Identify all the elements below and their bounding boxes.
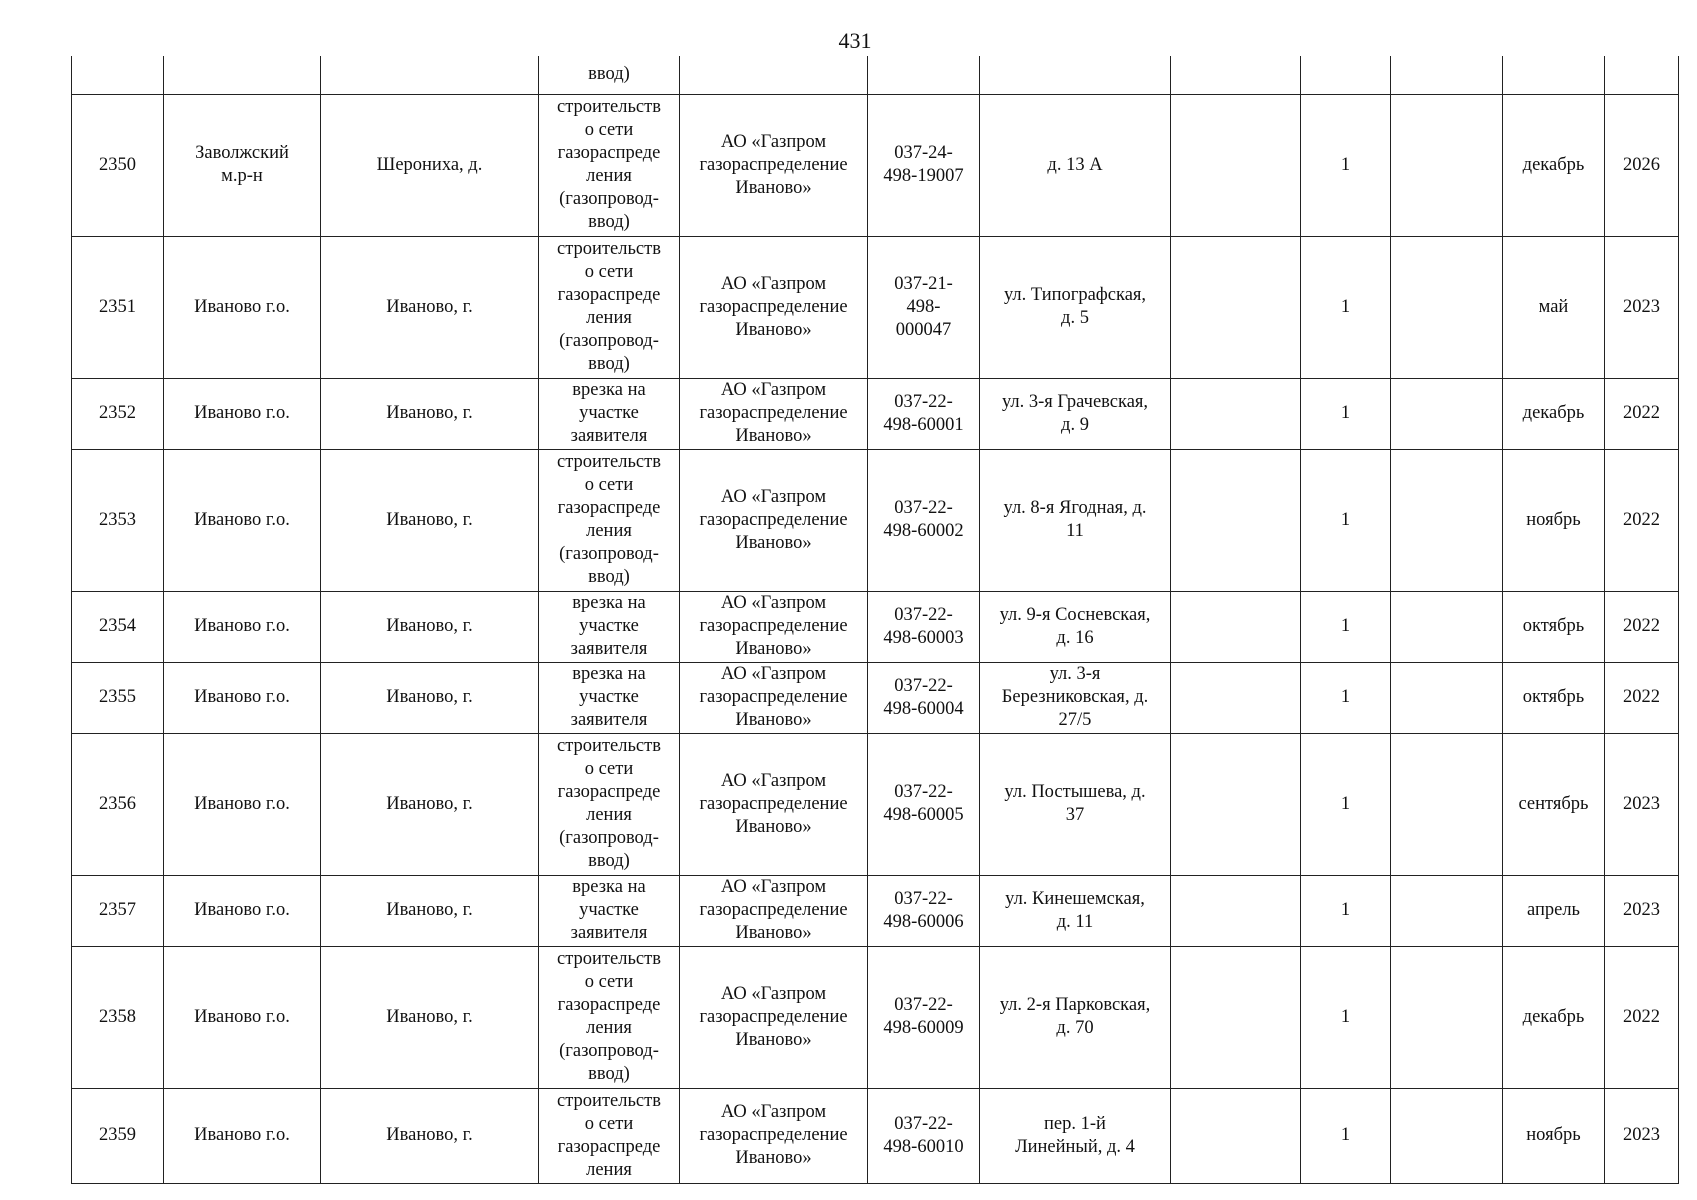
table-row <box>72 591 1679 662</box>
cell-address: ул. 2-я Парковская, д. 70 <box>980 946 1171 1088</box>
cell-empty <box>1171 591 1301 662</box>
cell-contract-code: 037-21- 498- 000047 <box>868 236 980 378</box>
cell-work-type: ввод) <box>539 56 680 94</box>
cell-district: Иваново г.о. <box>164 591 321 662</box>
table-row-fragment <box>72 56 1679 94</box>
cell-work-type: строительств о сети газораспреде ления (газопровод- ввод) <box>539 946 680 1088</box>
cell-locality: Иваново, г. <box>321 378 539 449</box>
cell-empty <box>1171 56 1301 94</box>
cell-district: Заволжский м.р-н <box>164 94 321 236</box>
cell-year: 2023 <box>1605 1088 1679 1183</box>
cell-row-number: 2351 <box>72 236 164 378</box>
cell-district: Иваново г.о. <box>164 1088 321 1183</box>
cell-year: 2023 <box>1605 875 1679 946</box>
cell-year: 2022 <box>1605 946 1679 1088</box>
cell-address: пер. 1-й Линейный, д. 4 <box>980 1088 1171 1183</box>
cell-row-number: 2356 <box>72 733 164 875</box>
cell-empty <box>72 56 164 94</box>
cell-row-number: 2353 <box>72 449 164 591</box>
cell-locality: Шерониха, д. <box>321 94 539 236</box>
cell-empty <box>1171 94 1301 236</box>
cell-count: 1 <box>1301 449 1391 591</box>
cell-empty <box>1391 946 1503 1088</box>
cell-year: 2022 <box>1605 449 1679 591</box>
cell-address: ул. 8-я Ягодная, д. 11 <box>980 449 1171 591</box>
table-row <box>72 378 1679 449</box>
cell-month: сентябрь <box>1503 733 1605 875</box>
table-row <box>72 733 1679 875</box>
cell-row-number: 2359 <box>72 1088 164 1183</box>
cell-empty <box>1171 662 1301 733</box>
cell-address: ул. Кинешемская, д. 11 <box>980 875 1171 946</box>
cell-empty <box>1391 94 1503 236</box>
cell-empty <box>1391 662 1503 733</box>
cell-count: 1 <box>1301 94 1391 236</box>
cell-locality: Иваново, г. <box>321 1088 539 1183</box>
cell-contract-code: 037-22- 498-60006 <box>868 875 980 946</box>
table-row <box>72 1088 1679 1183</box>
cell-locality: Иваново, г. <box>321 875 539 946</box>
cell-address: ул. Постышева, д. 37 <box>980 733 1171 875</box>
cell-month: апрель <box>1503 875 1605 946</box>
cell-organization: АО «Газпром газораспределение Иваново» <box>680 875 868 946</box>
cell-work-type: строительств о сети газораспреде ления (газопровод- ввод) <box>539 733 680 875</box>
page-number: 431 <box>838 28 872 53</box>
cell-month: октябрь <box>1503 591 1605 662</box>
cell-empty <box>868 56 980 94</box>
cell-year: 2026 <box>1605 94 1679 236</box>
cell-row-number: 2350 <box>72 94 164 236</box>
cell-row-number: 2357 <box>72 875 164 946</box>
cell-empty <box>1605 56 1679 94</box>
gas-connection-table <box>71 56 1679 1184</box>
cell-locality: Иваново, г. <box>321 236 539 378</box>
cell-empty <box>1391 733 1503 875</box>
cell-locality: Иваново, г. <box>321 946 539 1088</box>
cell-organization: АО «Газпром газораспределение Иваново» <box>680 94 868 236</box>
cell-empty <box>1171 449 1301 591</box>
table-row <box>72 449 1679 591</box>
cell-work-type: строительств о сети газораспреде ления <box>539 1088 680 1183</box>
cell-empty <box>1171 733 1301 875</box>
cell-count: 1 <box>1301 662 1391 733</box>
table-row <box>72 236 1679 378</box>
cell-month: май <box>1503 236 1605 378</box>
cell-row-number: 2355 <box>72 662 164 733</box>
cell-year: 2023 <box>1605 236 1679 378</box>
table-row <box>72 662 1679 733</box>
cell-empty <box>1171 1088 1301 1183</box>
cell-year: 2023 <box>1605 733 1679 875</box>
cell-organization: АО «Газпром газораспределение Иваново» <box>680 662 868 733</box>
cell-contract-code: 037-22- 498-60005 <box>868 733 980 875</box>
cell-month: ноябрь <box>1503 1088 1605 1183</box>
cell-district: Иваново г.о. <box>164 378 321 449</box>
cell-empty <box>1171 236 1301 378</box>
cell-empty <box>680 56 868 94</box>
cell-empty <box>1171 946 1301 1088</box>
cell-empty <box>1391 591 1503 662</box>
cell-locality: Иваново, г. <box>321 733 539 875</box>
cell-year: 2022 <box>1605 378 1679 449</box>
cell-year: 2022 <box>1605 591 1679 662</box>
cell-organization: АО «Газпром газораспределение Иваново» <box>680 591 868 662</box>
cell-empty <box>1301 56 1391 94</box>
cell-district: Иваново г.о. <box>164 875 321 946</box>
cell-row-number: 2352 <box>72 378 164 449</box>
cell-empty <box>1391 1088 1503 1183</box>
cell-contract-code: 037-22- 498-60002 <box>868 449 980 591</box>
cell-work-type: строительств о сети газораспреде ления (газопровод- ввод) <box>539 449 680 591</box>
cell-count: 1 <box>1301 378 1391 449</box>
cell-empty <box>1391 378 1503 449</box>
cell-year: 2022 <box>1605 662 1679 733</box>
cell-locality: Иваново, г. <box>321 591 539 662</box>
cell-address: д. 13 А <box>980 94 1171 236</box>
cell-work-type: строительств о сети газораспреде ления (газопровод- ввод) <box>539 236 680 378</box>
cell-contract-code: 037-24- 498-19007 <box>868 94 980 236</box>
cell-count: 1 <box>1301 875 1391 946</box>
cell-work-type: врезка на участке заявителя <box>539 591 680 662</box>
cell-organization: АО «Газпром газораспределение Иваново» <box>680 378 868 449</box>
cell-district: Иваново г.о. <box>164 733 321 875</box>
cell-count: 1 <box>1301 946 1391 1088</box>
cell-organization: АО «Газпром газораспределение Иваново» <box>680 946 868 1088</box>
cell-month: ноябрь <box>1503 449 1605 591</box>
cell-month: декабрь <box>1503 946 1605 1088</box>
cell-empty <box>1391 56 1503 94</box>
cell-organization: АО «Газпром газораспределение Иваново» <box>680 1088 868 1183</box>
cell-district: Иваново г.о. <box>164 449 321 591</box>
cell-organization: АО «Газпром газораспределение Иваново» <box>680 449 868 591</box>
cell-work-type: строительств о сети газораспреде ления (газопровод- ввод) <box>539 94 680 236</box>
cell-address: ул. 9-я Сосневская, д. 16 <box>980 591 1171 662</box>
cell-empty <box>980 56 1171 94</box>
cell-work-type: врезка на участке заявителя <box>539 378 680 449</box>
cell-empty <box>1391 236 1503 378</box>
cell-row-number: 2358 <box>72 946 164 1088</box>
cell-contract-code: 037-22- 498-60004 <box>868 662 980 733</box>
cell-contract-code: 037-22- 498-60001 <box>868 378 980 449</box>
cell-district: Иваново г.о. <box>164 946 321 1088</box>
cell-empty <box>1391 875 1503 946</box>
cell-count: 1 <box>1301 1088 1391 1183</box>
cell-month: октябрь <box>1503 662 1605 733</box>
cell-district: Иваново г.о. <box>164 236 321 378</box>
cell-contract-code: 037-22- 498-60009 <box>868 946 980 1088</box>
cell-organization: АО «Газпром газораспределение Иваново» <box>680 733 868 875</box>
table-row <box>72 94 1679 236</box>
cell-count: 1 <box>1301 733 1391 875</box>
cell-contract-code: 037-22- 498-60003 <box>868 591 980 662</box>
cell-empty <box>164 56 321 94</box>
table-body <box>72 56 1679 1183</box>
cell-empty <box>1391 449 1503 591</box>
cell-contract-code: 037-22- 498-60010 <box>868 1088 980 1183</box>
cell-empty <box>1171 875 1301 946</box>
cell-empty <box>1503 56 1605 94</box>
cell-count: 1 <box>1301 236 1391 378</box>
table-row <box>72 946 1679 1088</box>
cell-work-type: врезка на участке заявителя <box>539 662 680 733</box>
cell-address: ул. 3-я Грачевская, д. 9 <box>980 378 1171 449</box>
cell-locality: Иваново, г. <box>321 662 539 733</box>
cell-empty <box>1171 378 1301 449</box>
cell-empty <box>321 56 539 94</box>
cell-month: декабрь <box>1503 378 1605 449</box>
cell-district: Иваново г.о. <box>164 662 321 733</box>
cell-address: ул. 3-я Березниковская, д. 27/5 <box>980 662 1171 733</box>
table-row <box>72 875 1679 946</box>
cell-organization: АО «Газпром газораспределение Иваново» <box>680 236 868 378</box>
cell-work-type: врезка на участке заявителя <box>539 875 680 946</box>
cell-count: 1 <box>1301 591 1391 662</box>
cell-month: декабрь <box>1503 94 1605 236</box>
cell-row-number: 2354 <box>72 591 164 662</box>
cell-address: ул. Типографская, д. 5 <box>980 236 1171 378</box>
cell-locality: Иваново, г. <box>321 449 539 591</box>
